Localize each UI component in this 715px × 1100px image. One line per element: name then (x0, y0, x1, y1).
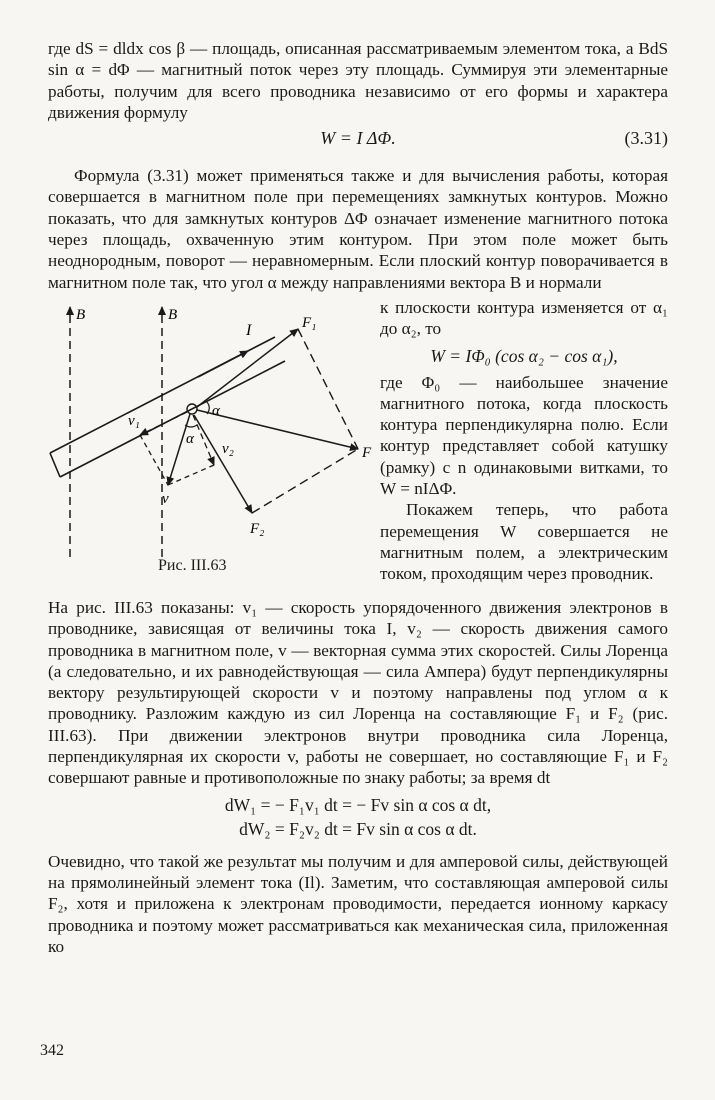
label-f: F (362, 444, 372, 461)
right-paragraph-2: где Φ₀ — наибольшее значение магнитного потока, когда плоскость контура перпендикулярна полю. Если контур представляет собой катушку (рамку) с n одинаковыми витками, то W = nIΔΦ. (380, 372, 668, 499)
label-f2: F₂ (250, 520, 265, 537)
label-v: v (162, 490, 169, 507)
right-paragraph-1: к плоскости контура изменяется от α₁ до α₂, то (380, 297, 668, 339)
figure-block (48, 297, 668, 597)
construction-line-3 (140, 435, 168, 485)
construction-line-2 (252, 449, 358, 513)
equation-rotation: W = IΦ₀ (cos α₂ − cos α₁), (430, 345, 618, 366)
conductor-edge-bottom (60, 361, 285, 477)
equation-3-31-number: (3.31) (624, 128, 668, 149)
page-body (48, 38, 668, 957)
right-paragraph-3: Покажем теперь, что работа перемещения W совершается не магнитным полем, а электрическим током, проходящим через проводник. (380, 500, 668, 584)
label-current: I (246, 321, 252, 339)
equation-dw2: dW₂ = F₂v₂ dt = Fv sin α cos α dt. (239, 818, 477, 839)
vector-f1 (197, 329, 298, 407)
equation-dw1: dW₁ = − F₁v₁ dt = − Fv sin α cos α dt, (224, 794, 492, 815)
label-f1: F₁ (302, 314, 317, 331)
vector-v (168, 414, 190, 485)
figure-diagram (40, 297, 380, 557)
paragraph-1: где dS = dldx cos β — площадь, описанная рассматриваемым элементом тока, а BdS sin α = dΦ — магнитный поток через эту площадь. Суммируя эти элементарные работы, получим для всего проводника независимо от его формы и характера движения формулу (48, 39, 668, 122)
right-column (380, 297, 668, 585)
label-v2: v₂ (222, 440, 234, 457)
label-b-right: B (168, 306, 178, 323)
equation-3-31 (48, 123, 668, 153)
label-v1: v₁ (128, 412, 140, 429)
paragraph-4: Очевидно, что такой же результат мы получим и для амперовой силы, действующей на прямолинейный элемент тока (Il). Заметим, что составляющая амперовой силы F₂, хотя и приложена к электронам проводимости, передается ионному каркасу проводника и поэтому может рассматриваться как механическая сила, приложенная ко (48, 851, 668, 956)
construction-line-4 (168, 465, 214, 485)
label-b-left: B (76, 306, 86, 323)
label-alpha-lower: α (186, 430, 194, 447)
vector-f2 (194, 415, 252, 513)
label-alpha-upper: α (212, 402, 220, 419)
paragraph-3: На рис. III.63 показаны: v₁ — скорость упорядоченного движения электронов в проводнике, зависящая от величины тока I, v₂ — скорость движения самого проводника в магнитном поле, v — векторная сумма этих скоростей. Силы Лоренца (а следовательно, и их равнодействующая — сила Ампера) будут перпендикулярны вектору результирующей скорости v и поэтому направлены под углом α к проводнику. Разложим каждую из сил Лоренца на составляющие F₁ и F₂ (рис. III.63). При движении электронов внутри проводника сила Лоренца, перпендикулярная их скорости v, работы не совершает, но составляющие F₁ и F₂ совершают равные и противоположные по знаку работы; за время dt (48, 597, 668, 788)
page-number: 342 (40, 1042, 64, 1059)
conductor-end (50, 453, 60, 477)
equation-3-31-text: W = I ΔΦ. (320, 128, 396, 149)
vector-v2 (193, 415, 214, 465)
construction-line-1 (298, 329, 358, 449)
figure-caption: Рис. III.63 (158, 556, 227, 574)
paragraph-2: Формула (3.31) может применяться также и для вычисления работы, которая совершается в магнитном поле при перемещениях замкнутых контуров. Можно показать, что для замкнутых контуров ΔΦ означает изменение магнитного потока через площадь, охваченную этим контуром. При этом поле может быть неоднородным, поворот — неравномерным. Если плоский контур поворачивается в магнитном поле так, что угол α между направлениями вектора B и нормали (48, 166, 668, 292)
figure-iii-63 (40, 297, 380, 597)
